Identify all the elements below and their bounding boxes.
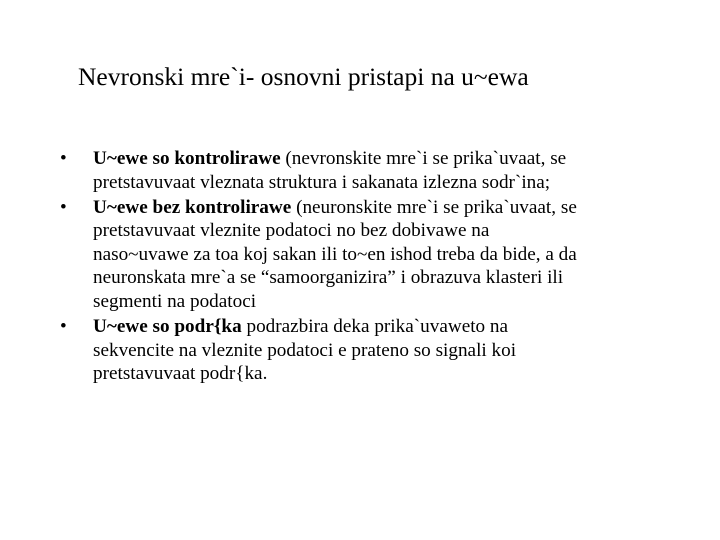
bullet-line <box>93 315 710 339</box>
bullet-text: (nevronskite mre`i se prika`uvaat, se <box>280 148 567 169</box>
bullet-item-unsupervised <box>60 196 710 314</box>
bullet-line: pretstavuvaat vleznata struktura i sakanata izlezna sodr`ina; <box>93 171 551 193</box>
bullet-line: naso~uvawe za toa koj sakan ili to~en ishod treba da bide, a da <box>93 243 577 265</box>
bullet-dot-icon: • <box>60 148 67 169</box>
bullet-text: podrazbira deka prika`uvaweto na <box>241 315 509 337</box>
bullet-term: U~ewe so kontrolirawe <box>93 148 281 169</box>
bullet-text: (neuronskite mre`i se prika`uvaat, se <box>291 196 577 218</box>
bullet-item-reinforcement <box>60 315 710 386</box>
bullet-dot-icon: • <box>60 315 67 337</box>
bullet-line: neuronskata mre`a se “samoorganizira” i obrazuva klasteri ili <box>93 267 564 289</box>
bullet-line <box>93 147 710 171</box>
bullet-line: segmenti na podatoci <box>93 290 257 312</box>
bullet-term: U~ewe so podr{ka <box>93 315 242 337</box>
bullet-line <box>93 196 710 220</box>
bullet-line: pretstavuvaat vleznite podatoci no bez dobivawe na <box>93 220 490 242</box>
slide-title: Nevronski mre`i- osnovni pristapi na u~ewa <box>78 62 529 91</box>
bullet-term: U~ewe bez kontrolirawe <box>93 196 292 218</box>
bullet-line: sekvencite na vleznite podatoci e prateno so signali koi <box>93 339 517 361</box>
bullet-line: pretstavuvaat podr{ka. <box>93 363 268 385</box>
bullet-list <box>60 147 710 387</box>
bullet-item-supervised <box>60 147 710 194</box>
bullet-dot-icon: • <box>60 196 67 218</box>
